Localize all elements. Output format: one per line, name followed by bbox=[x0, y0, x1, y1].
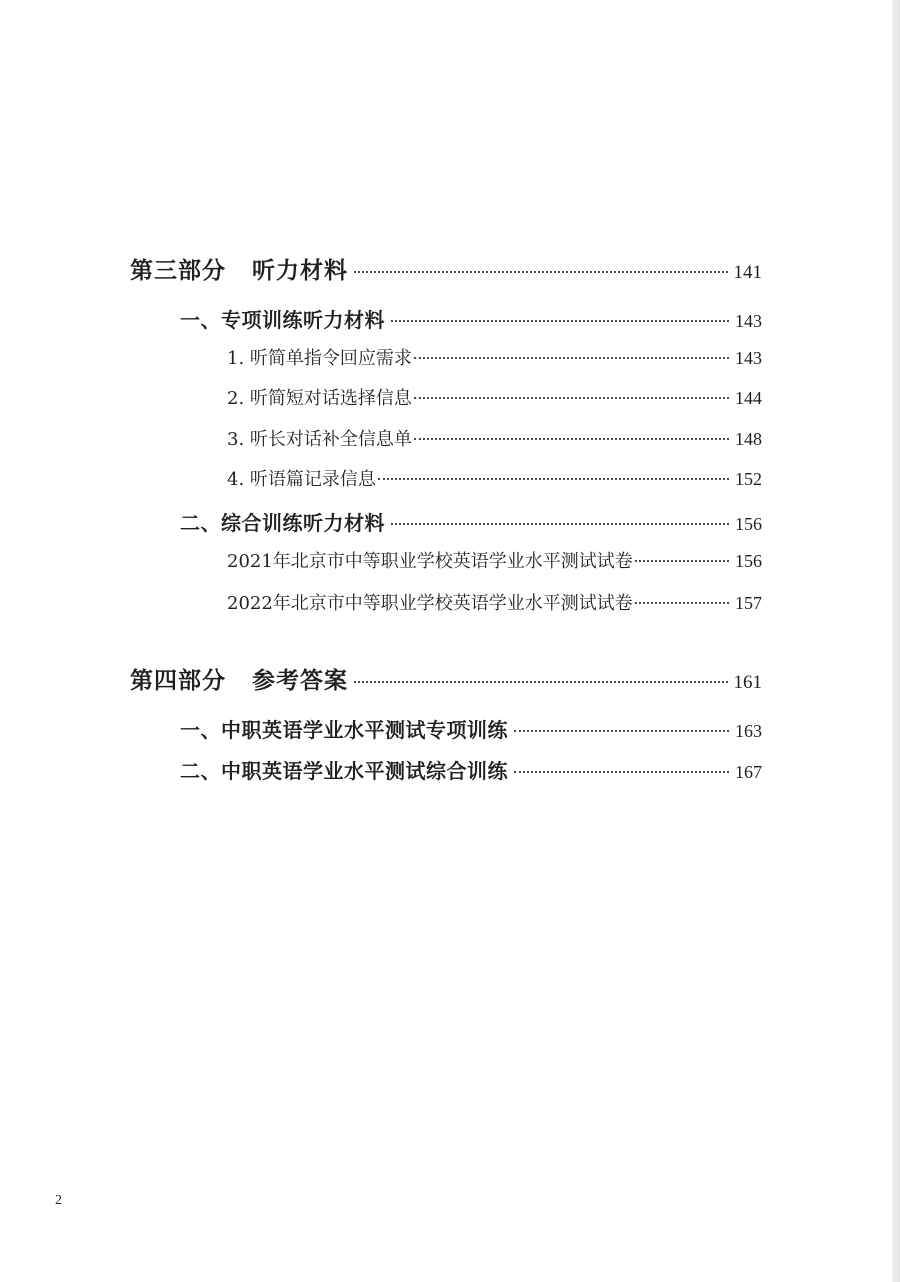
toc-section-title: 一、中职英语学业水平测试专项训练 bbox=[180, 718, 508, 742]
toc-item[interactable] bbox=[130, 547, 762, 573]
dot-leader bbox=[391, 319, 729, 322]
toc-section[interactable] bbox=[130, 714, 762, 743]
page-number: 156 bbox=[735, 551, 762, 571]
toc-item[interactable] bbox=[130, 465, 762, 491]
page-number: 148 bbox=[735, 429, 762, 449]
toc-section-title: 二、综合训练听力材料 bbox=[180, 511, 385, 535]
toc-section[interactable] bbox=[130, 304, 762, 333]
part-name: 参考答案 bbox=[252, 667, 348, 694]
page-number: 143 bbox=[735, 311, 762, 331]
page-number: 156 bbox=[735, 514, 762, 534]
part-name: 听力材料 bbox=[252, 257, 348, 284]
page-number: 152 bbox=[735, 469, 762, 489]
toc-item[interactable] bbox=[130, 384, 762, 410]
toc-item[interactable] bbox=[130, 589, 762, 615]
toc-section-title: 二、中职英语学业水平测试综合训练 bbox=[180, 759, 508, 783]
page-number: 143 bbox=[735, 348, 762, 368]
page-number: 141 bbox=[733, 262, 762, 283]
page-number: 167 bbox=[735, 762, 762, 782]
dot-leader bbox=[514, 729, 729, 732]
dot-leader bbox=[635, 559, 729, 562]
toc-item-title: 4. 听语篇记录信息 bbox=[227, 469, 376, 490]
toc-item-title: 2. 听简短对话选择信息 bbox=[227, 388, 412, 409]
toc-item-title: 2021年北京市中等职业学校英语学业水平测试试卷 bbox=[227, 551, 633, 572]
toc-part-title bbox=[130, 662, 348, 695]
toc-part-title bbox=[130, 252, 348, 285]
page-number: 163 bbox=[735, 721, 762, 741]
toc-item-title: 3. 听长对话补全信息单 bbox=[227, 429, 412, 450]
toc-item-title: 1. 听简单指令回应需求 bbox=[227, 348, 412, 369]
toc-part-4[interactable] bbox=[130, 662, 762, 695]
dot-leader bbox=[414, 396, 729, 399]
toc-section[interactable] bbox=[130, 507, 762, 536]
page-number: 161 bbox=[733, 672, 762, 693]
toc-item-title: 2022年北京市中等职业学校英语学业水平测试试卷 bbox=[227, 593, 633, 614]
toc-item[interactable] bbox=[130, 425, 762, 451]
page-number: 144 bbox=[735, 388, 762, 408]
dot-leader bbox=[391, 522, 729, 525]
toc-part-3[interactable] bbox=[130, 252, 762, 285]
page-edge bbox=[892, 0, 900, 1282]
dot-leader bbox=[414, 437, 729, 440]
page-folio: 2 bbox=[55, 1193, 62, 1208]
toc-item[interactable] bbox=[130, 344, 762, 370]
part-label: 第三部分 bbox=[130, 257, 226, 284]
dot-leader bbox=[635, 601, 729, 604]
dot-leader bbox=[414, 356, 729, 359]
part-label: 第四部分 bbox=[130, 667, 226, 694]
toc-section-title: 一、专项训练听力材料 bbox=[180, 308, 385, 332]
dot-leader bbox=[354, 680, 728, 683]
toc-section[interactable] bbox=[130, 755, 762, 784]
dot-leader bbox=[354, 270, 728, 273]
page-number: 157 bbox=[735, 593, 762, 613]
dot-leader bbox=[514, 770, 729, 773]
dot-leader bbox=[378, 477, 729, 480]
